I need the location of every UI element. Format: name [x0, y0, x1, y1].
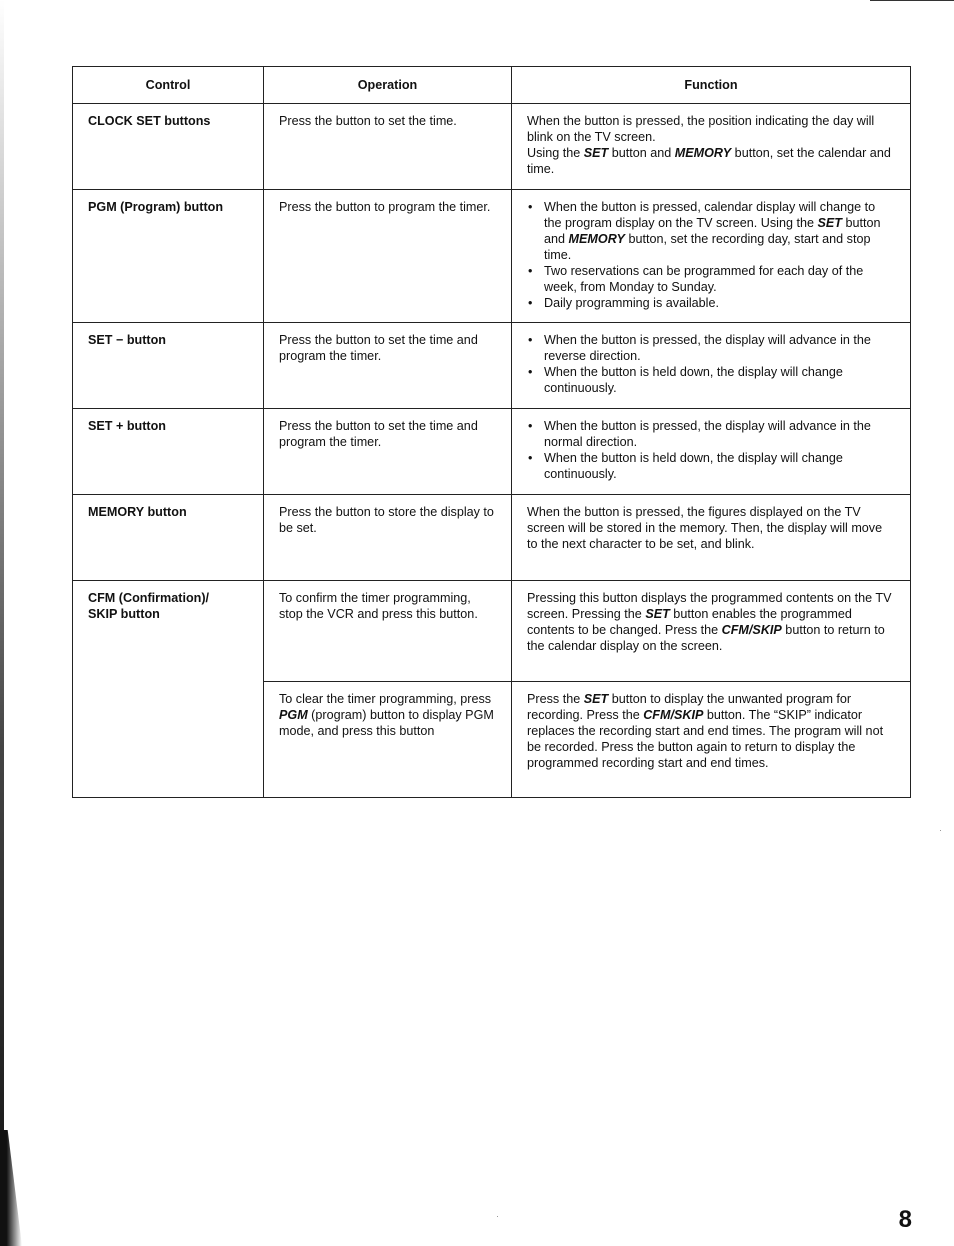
table-row-set-plus [73, 409, 911, 495]
function-cell: Press the SET button to display the unwanted program for recording. Press the CFM/SKIP button. The “SKIP” indicator replaces the recording start and end times. The program will not be recorded. Press the button again to return to display the programmed recording start and end times. [512, 682, 911, 798]
bullet-item: • Daily programming is available. [527, 295, 896, 311]
control-cell [73, 581, 264, 798]
control-line: CFM (Confirmation)/ [88, 591, 210, 605]
control-cell: SET + button [73, 409, 264, 495]
bullet-list [527, 418, 896, 482]
function-line: Using the SET button and MEMORY button, set the calendar and time. [527, 146, 891, 176]
table-row-cfm-skip [73, 581, 911, 682]
control-cell: CLOCK SET buttons [73, 104, 264, 190]
table-row-set-minus [73, 323, 911, 409]
control-cell: MEMORY button [73, 495, 264, 581]
header-operation: Operation [264, 67, 512, 104]
table-row-pgm [73, 190, 911, 323]
bullet-item: • Two reservations can be programmed for each day of the week, from Monday to Sunday. [527, 263, 896, 295]
table-header-row [73, 67, 911, 104]
operation-cell: Press the button to set the time and program the timer. [264, 409, 512, 495]
bullet-item: • When the button is pressed, calendar display will change to the program display on the TV screen. Using the SET button and MEMORY button, set the recording day, start and stop time. [527, 199, 896, 263]
control-cell: PGM (Program) button [73, 190, 264, 323]
operation-cell: Press the button to set the time. [264, 104, 512, 190]
function-cell: Pressing this button displays the programmed contents on the TV screen. Pressing the SET button enables the programmed contents to be changed. Press the CFM/SKIP button to return to the calendar display on the screen. [512, 581, 911, 682]
function-cell [512, 323, 911, 409]
scan-edge-shadow-bottom [0, 1130, 22, 1246]
page-number: 8 [898, 1206, 912, 1233]
operation-cell: To confirm the timer programming, stop the VCR and press this button. [264, 581, 512, 682]
function-cell [512, 409, 911, 495]
function-cell: When the button is pressed, the figures displayed on the TV screen will be stored in the memory. Then, the display will move to the next character to be set, and blink. [512, 495, 911, 581]
top-rule [870, 0, 954, 1]
table-row-memory [73, 495, 911, 581]
header-function: Function [512, 67, 911, 104]
header-control: Control [73, 67, 264, 104]
scan-speck [940, 830, 941, 831]
bullet-item: • When the button is pressed, the display will advance in the normal direction. [527, 418, 896, 450]
function-cell [512, 190, 911, 323]
controls-table [72, 66, 911, 798]
scan-edge-shadow [0, 0, 4, 1246]
bullet-item: • When the button is held down, the display will change continuously. [527, 364, 896, 396]
operation-cell: Press the button to program the timer. [264, 190, 512, 323]
bullet-list [527, 332, 896, 396]
bullet-item: • When the button is pressed, the display will advance in the reverse direction. [527, 332, 896, 364]
control-line: SKIP button [88, 607, 160, 621]
operation-cell: Press the button to set the time and program the timer. [264, 323, 512, 409]
operation-cell: Press the button to store the display to be set. [264, 495, 512, 581]
scan-speck [497, 1216, 498, 1217]
bullet-item: • When the button is held down, the display will change continuously. [527, 450, 896, 482]
function-cell [512, 104, 911, 190]
table-row-clock-set [73, 104, 911, 190]
bullet-list [527, 199, 896, 311]
control-cell: SET − button [73, 323, 264, 409]
function-line: When the button is pressed, the position indicating the day will blink on the TV screen. [527, 114, 875, 144]
operation-cell: To clear the timer programming, press PGM (program) button to display PGM mode, and press this button [264, 682, 512, 798]
